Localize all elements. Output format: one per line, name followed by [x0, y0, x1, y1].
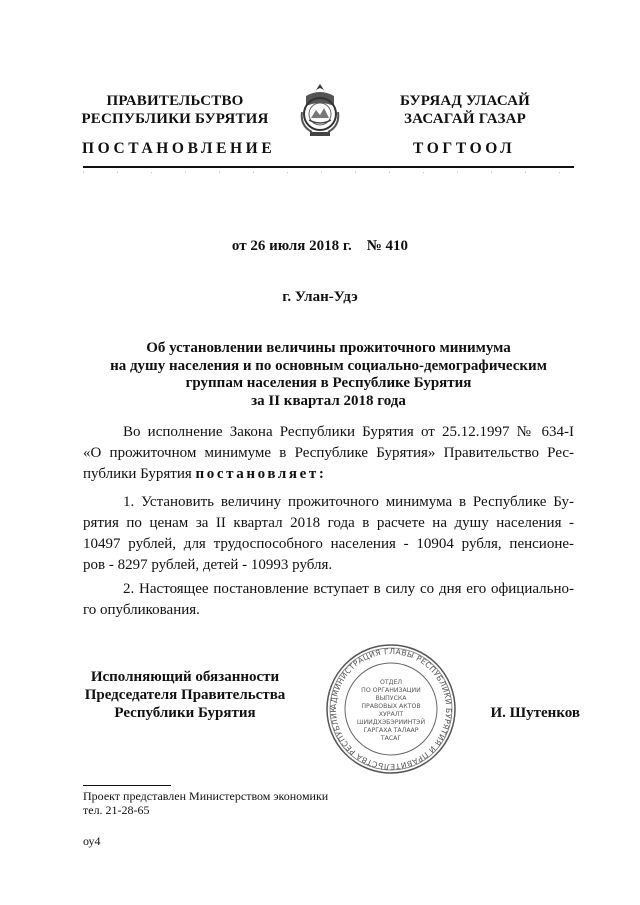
signatory-title-line: Председателя Правительства	[84, 687, 286, 703]
decrees-word: постановляет:	[195, 466, 327, 482]
preamble-line3: публики Бурятия	[83, 466, 192, 482]
date-number: от 26 июля 2018 г. № 410	[231, 238, 409, 254]
official-stamp	[324, 642, 458, 776]
header-right-line2: ЗАСАГАЙ ГАЗАР	[404, 111, 526, 127]
preamble-line: «О прожиточном минимуме в Республике Бурятия» Правительство Рес-	[83, 445, 574, 461]
stamp-line: ХУРАЛТ	[378, 711, 404, 718]
doc-type-ru: ПОСТАНОВЛЕНИЕ	[82, 140, 276, 157]
clause-line: рятия по ценам за II квартал 2018 года в расчете на душу населения -	[83, 515, 574, 531]
header-left-line1: ПРАВИТЕЛЬСТВО	[106, 93, 244, 109]
signatory-title-line: Республики Бурятия	[114, 705, 256, 721]
header-right-line1: БУРЯАД УЛАСАЙ	[399, 93, 531, 109]
header-left	[80, 92, 270, 128]
clause-line: 10497 рублей, для трудоспособного населения - 10904 рубля, пенсионе-	[83, 536, 574, 552]
header-left-line2: РЕСПУБЛИКИ БУРЯТИЯ	[81, 111, 269, 127]
city: г. Улан-Удэ	[282, 289, 358, 305]
stamp-line: ОТДЕЛ	[379, 679, 403, 686]
signatory-name: И. Шутенков	[490, 705, 580, 721]
clause-line: ров - 8297 рублей, детей - 10993 рубля.	[83, 557, 333, 573]
subject-line: на душу населения и по основным социально-демографическим	[110, 357, 547, 374]
preamble-line: Во исполнение Закона Республики Бурятия от 25.12.1997 № 634-I	[123, 424, 574, 440]
footer-notes	[83, 789, 328, 817]
clause-1	[83, 492, 574, 576]
stamp-line: ПРАВОВЫХ АКТОВ	[361, 703, 421, 710]
clause-line: 2. Настоящее постановление вступает в силу со дня его официально-	[123, 581, 574, 597]
stamp-line: ГАРГАХА ТАЛААР	[363, 727, 419, 734]
signatory-title-line: Исполняющий обязанности	[90, 669, 280, 685]
preamble-line	[83, 464, 574, 485]
subject-line: за II квартал 2018 года	[251, 392, 406, 409]
stamp-line: ШИИДХЭБЭРИИНТЭЙ	[356, 719, 426, 726]
header-divider	[83, 166, 574, 168]
subject-line: Об установлении величины прожиточного минимума	[146, 340, 511, 356]
stamp-line: ВЫПУСКА	[375, 695, 407, 702]
prepared-by: Проект представлен Министерством экономики	[83, 789, 329, 803]
document-subject	[83, 340, 574, 410]
signatory-title	[80, 668, 290, 722]
clause-2	[83, 579, 574, 621]
footer-rule	[83, 785, 171, 786]
clause-line: 1. Установить величину прожиточного минимума в Республике Бу-	[123, 494, 574, 510]
phone: тел. 21-28-65	[83, 803, 150, 817]
document-code: оу4	[83, 834, 101, 848]
header-right	[380, 92, 550, 128]
subject-line: группам населения в Республике Бурятия	[185, 375, 472, 391]
coat-of-arms-icon	[296, 82, 344, 140]
clause-line: го опубликования.	[83, 602, 200, 618]
preamble	[83, 422, 574, 485]
stamp-ring-text: АДМИНИСТРАЦИЯ ГЛАВЫ РЕСПУБЛИКИ БУРЯТИЯ И ПРАВИТЕЛЬСТВА РЕСПУБЛИК	[328, 646, 454, 772]
header-dotted-divider	[83, 172, 574, 173]
doc-type-bua: ТОГТООЛ	[413, 140, 516, 157]
stamp-line: ПО ОРГАНИЗАЦИИ	[361, 687, 421, 694]
stamp-line: ТАСАГ	[380, 735, 402, 742]
